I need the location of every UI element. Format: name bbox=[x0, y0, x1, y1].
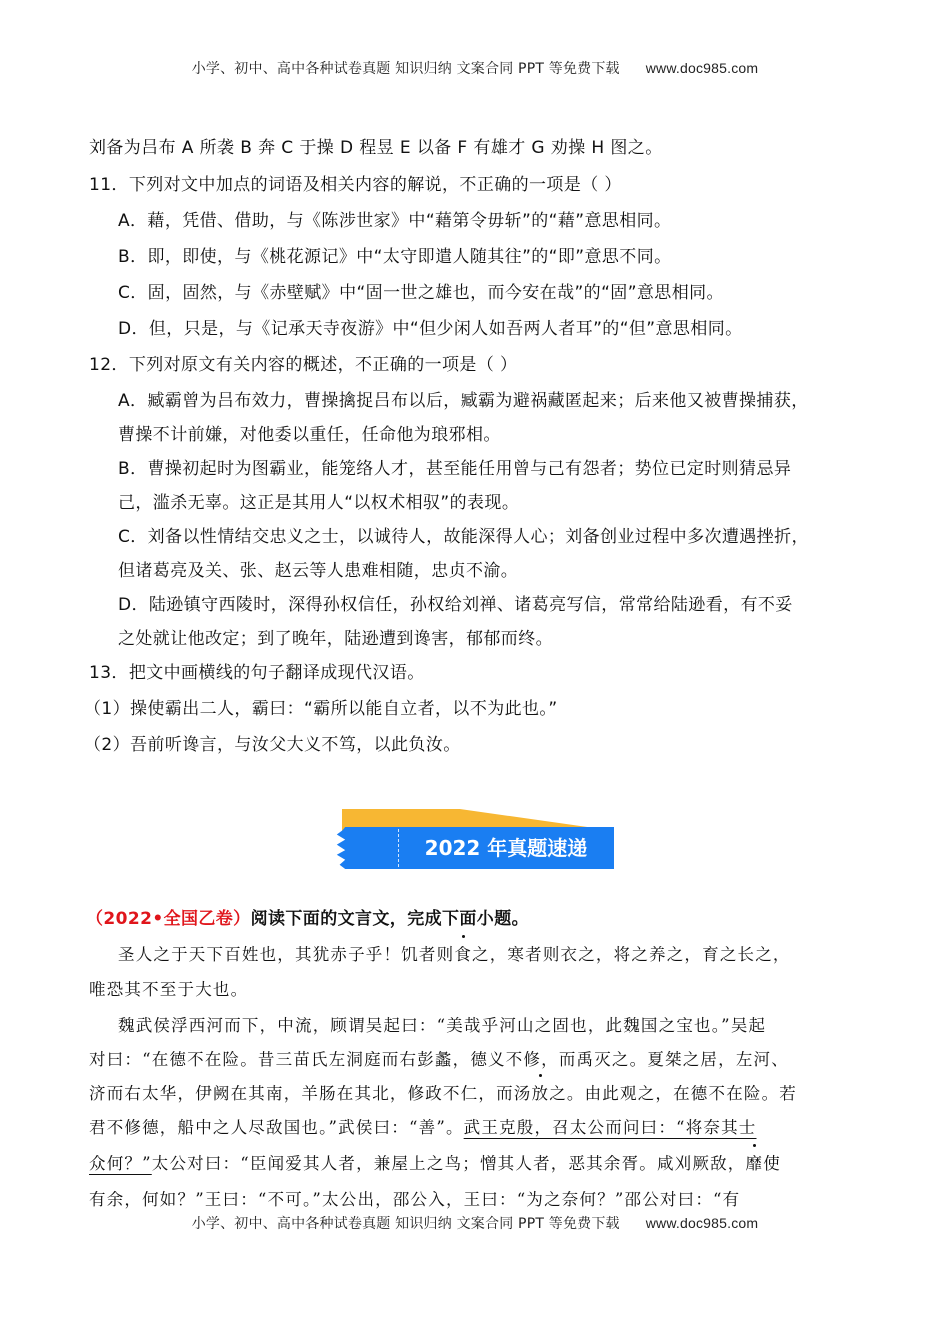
emphasis-dot-char: 靡 bbox=[746, 1150, 764, 1174]
page-header bbox=[0, 58, 950, 78]
passage-continuation: 刘备为吕布 A 所袭 B 奔 C 于操 D 程昱 E 以备 F 有雄才 G 劝操 H 图之。 bbox=[89, 138, 663, 158]
q12-option-b-line2: 己，滥杀无辜。这正是其用人“以权术相驭”的表现。 bbox=[118, 493, 520, 513]
underlined-sentence: 武王克殷，召太公而问曰：“将奈其士 bbox=[463, 1118, 757, 1137]
underlined-sentence: 众何？” bbox=[89, 1154, 152, 1173]
passage-p2-line6: 有余，何如？”王曰：“不可。”太公出，邵公入，王曰：“为之奈何？”邵公对曰：“有 bbox=[89, 1190, 741, 1209]
q12-option-b-line1: B．曹操初起时为图霸业，能笼络人才，甚至能任用曾与己有怨者；势位已定时则猜忌异 bbox=[118, 459, 792, 479]
q13-stem: 13．把文中画横线的句子翻译成现代汉语。 bbox=[89, 663, 425, 683]
emphasis-dot-char: 食 bbox=[454, 941, 472, 965]
passage-p1-line1 bbox=[118, 941, 791, 965]
passage-p2-line3 bbox=[89, 1080, 797, 1104]
text-span: 太公对曰：“臣闻爱其人者，兼屋上之鸟；憎其人者，恶其余胥。咸刈厥敌， bbox=[151, 1154, 746, 1173]
q12-option-d-line1: D．陆逊镇守西陵时，深得孙权信任，孙权给刘禅、诸葛亮写信，常常给陆逊看，有不妥 bbox=[118, 595, 793, 615]
section-banner bbox=[332, 805, 614, 869]
page-footer bbox=[0, 1213, 950, 1233]
passage-p2-line1: 魏武侯浮西河而下，中流，顾谓吴起曰：“美哉乎河山之固也，此魏国之宝也。”吴起 bbox=[118, 1016, 767, 1035]
header-url[interactable]: www.doc985.com bbox=[645, 60, 759, 76]
q12-option-a-line2: 曹操不计前嫌，对他委以重任，任命他为琅邪相。 bbox=[118, 425, 501, 445]
question-intro bbox=[86, 904, 529, 929]
q12-stem: 12．下列对原文有关内容的概述，不正确的一项是（ ） bbox=[89, 355, 518, 375]
q11-stem: 11．下列对文中加点的词语及相关内容的解说，不正确的一项是（ ） bbox=[89, 175, 622, 195]
footer-url[interactable]: www.doc985.com bbox=[645, 1215, 759, 1231]
passage-p2-line2: 对曰：“在德不在险。昔三苗氏左洞庭而右彭蠡，德义不修，而禹灭之。夏桀之居，左河、 bbox=[89, 1050, 789, 1069]
q11-option-d: D．但，只是，与《记承天寺夜游》中“但少闲人如吾两人者耳”的“但”意思相同。 bbox=[118, 319, 743, 339]
q13-item-1: （1）操使霸出二人，霸曰：“霸所以能自立者，以不为此也。” bbox=[84, 699, 558, 719]
passage-p2-line5 bbox=[89, 1150, 781, 1174]
header-text: 小学、初中、高中各种试卷真题 知识归纳 文案合同 PPT 等免费下载 bbox=[191, 61, 620, 77]
q12-option-c-line1: C．刘备以性情结交忠义之士，以诚待人，故能深得人心；刘备创业过程中多次遭遇挫折， bbox=[118, 527, 809, 547]
text-span: 之。由此观之，在德不在险。若 bbox=[549, 1084, 798, 1103]
passage-p1-line2: 唯恐其不至于大也。 bbox=[89, 980, 249, 999]
source-tag: （2022•全国乙卷） bbox=[86, 909, 251, 929]
q11-option-b: B．即，即使，与《桃花源记》中“太守即遣人随其往”的“即”意思不同。 bbox=[118, 247, 672, 267]
intro-text: 阅读下面的文言文，完成下面小题。 bbox=[250, 909, 529, 929]
text-span: 圣人之于天下百姓也，其犹赤子乎！饥者则 bbox=[118, 945, 455, 964]
q11-option-c: C．固，固然，与《赤壁赋》中“固一世之雄也，而今安在哉”的“固”意思相同。 bbox=[118, 283, 724, 303]
q13-item-2: （2）吾前听谗言，与汝父大义不笃，以此负汝。 bbox=[84, 735, 461, 755]
text-span: 济而右太华，伊阙在其南，羊肠在其北，修政不仁，而汤 bbox=[89, 1084, 532, 1103]
footer-text: 小学、初中、高中各种试卷真题 知识归纳 文案合同 PPT 等免费下载 bbox=[191, 1216, 620, 1232]
q12-option-a-line1: A．臧霸曾为吕布效力，曹操擒捉吕布以后，臧霸为避祸藏匿起来；后来他又被曹操捕获， bbox=[118, 391, 809, 411]
q12-option-c-line2: 但诸葛亮及关、张、赵云等人患难相随，忠贞不渝。 bbox=[118, 561, 519, 581]
banner-title: 2022 年真题速递 bbox=[424, 836, 588, 860]
text-span: 使 bbox=[763, 1154, 781, 1173]
passage-p2-line4 bbox=[89, 1114, 757, 1138]
emphasis-dot-char: 放 bbox=[532, 1080, 550, 1104]
q12-option-d-line2: 之处就让他改定；到了晚年，陆逊遭到谗害，郁郁而终。 bbox=[118, 629, 553, 649]
q11-option-a: A．藉，凭借、借助，与《陈涉世家》中“藉第令毋斩”的“藉”意思相同。 bbox=[118, 211, 672, 231]
text-span: 君不修德，船中之人尽敌国也。”武侯曰：“善”。 bbox=[89, 1118, 464, 1137]
text-span: 之，寒者则衣之，将之养之，育之长之， bbox=[472, 945, 791, 964]
